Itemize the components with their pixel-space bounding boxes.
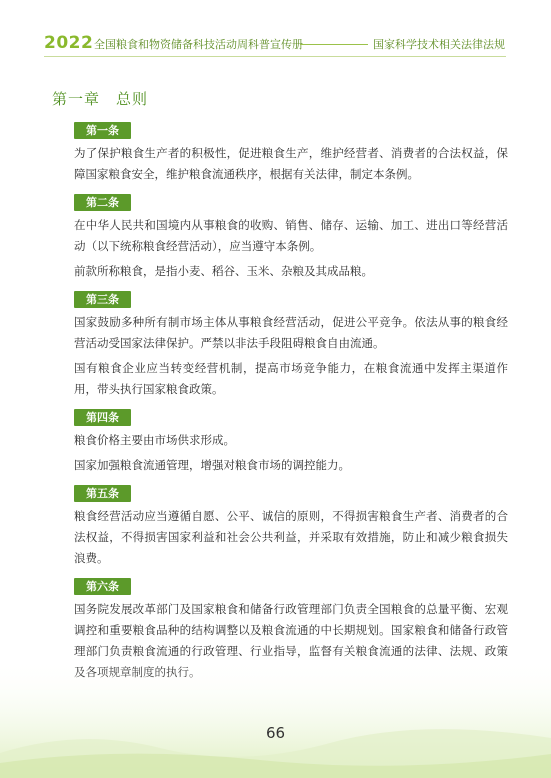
article-paragraph: 国有粮食企业应当转变经营机制，提高市场竞争能力，在粮食流通中发挥主渠道作用，带头执行国家粮食政策。 — [74, 361, 508, 396]
article-list — [74, 113, 508, 685]
article-paragraph: 在中华人民共和国境内从事粮食的收购、销售、储存、运输、加工、进出口等经营活动（以下统称粮食经营活动），应当遵守本条例。 — [74, 218, 508, 253]
header-divider-line — [300, 44, 368, 45]
article-label: 第一条 — [74, 122, 131, 139]
page-header — [0, 0, 551, 60]
article-block — [74, 482, 508, 569]
article-block — [74, 119, 508, 185]
header-year: 2022 — [44, 33, 94, 53]
decorative-wheat-field-background — [0, 658, 551, 778]
header-series-title: 全国粮食和物资储备科技活动周科普宣传册 — [94, 38, 303, 51]
article-block — [74, 191, 508, 282]
article-label: 第四条 — [74, 409, 131, 426]
article-block — [74, 288, 508, 400]
article-paragraph: 国家鼓励多种所有制市场主体从事粮食经营活动，促进公平竞争。依法从事的粮食经营活动受国家法律保护。严禁以非法手段阻碍粮食自由流通。 — [74, 315, 508, 350]
article-paragraph: 国务院发展改革部门及国家粮食和储备行政管理部门负责全国粮食的总量平衡、宏观调控和重要粮食品种的结构调整以及粮食流通的中长期规划。国家粮食和储备行政管理部门负责粮食流通的行政管理、行业指导，监督有关粮食流通的法律、法规、政策 — [74, 602, 508, 658]
page-number: 66 — [265, 724, 286, 742]
article-paragraph: 国家加强粮食流通管理，增强对粮食市场的调控能力。 — [74, 458, 350, 472]
chapter-title: 第一章 总则 — [52, 90, 149, 108]
article-label: 第六条 — [74, 578, 131, 595]
article-paragraph: 为了保护粮食生产者的积极性，促进粮食生产，维护经营者、消费者的合法权益，保障国家粮食安全，维护粮食流通秩序，根据有关法律，制定本条例。 — [74, 146, 508, 181]
header-section-title: 国家科学技术相关法律法规 — [373, 38, 505, 51]
article-label: 第五条 — [74, 485, 131, 502]
article-block — [74, 406, 508, 476]
article-paragraph: 粮食经营活动应当遵循自愿、公平、诚信的原则，不得损害粮食生产者、消费者的合法权益，不得损害国家利益和社会公共利益，并采取有效措施，防止和减少粮食损失浪费。 — [74, 509, 508, 565]
article-paragraph: 前款所称粮食，是指小麦、稻谷、玉米、杂粮及其成品粮。 — [74, 264, 373, 278]
header-rule — [44, 56, 506, 57]
article-label: 第三条 — [74, 291, 131, 308]
article-label: 第二条 — [74, 194, 131, 211]
article-paragraph: 粮食价格主要由市场供求形成。 — [74, 433, 235, 447]
